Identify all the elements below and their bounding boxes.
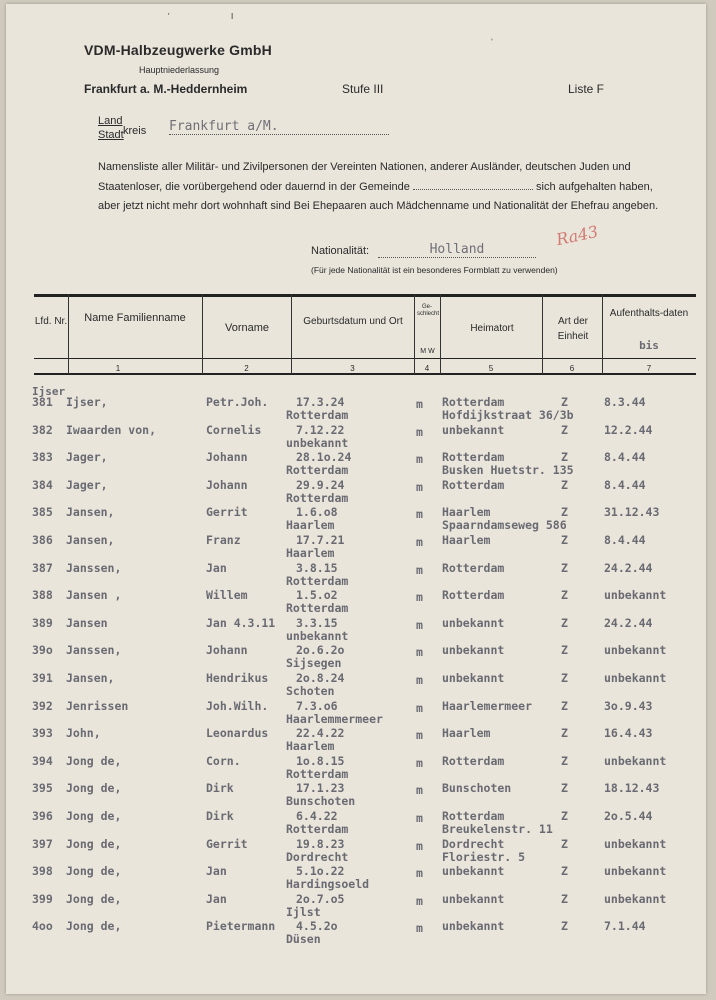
table-row	[34, 837, 696, 864]
table-row	[34, 699, 696, 726]
home-address: Floriestr. 5	[442, 849, 526, 864]
birth-date: 1o.8.15	[296, 753, 345, 768]
first-name: Hendrikus	[206, 671, 269, 685]
birth-place: Rotterdam	[286, 573, 349, 588]
sex-marker: m	[416, 617, 423, 632]
column-number: 5	[488, 364, 494, 373]
birth-place: Düsen	[286, 932, 321, 947]
table-row	[34, 919, 696, 946]
home-town: Dordrecht	[442, 836, 505, 851]
home-town: Rotterdam	[442, 809, 505, 823]
home-town: Rotterdam	[442, 395, 505, 409]
birth-place: unbekannt	[286, 628, 349, 643]
sex-marker: m	[416, 728, 423, 743]
family-name: Jong de,	[66, 809, 122, 823]
sex-marker: m	[416, 397, 423, 411]
margin-mark: '	[168, 12, 170, 21]
unit-type: Z	[561, 753, 568, 768]
first-name: Jan 4.3.11	[206, 615, 276, 630]
first-name: Gerrit	[206, 836, 248, 851]
birth-place: Rotterdam	[286, 408, 349, 422]
birth-date: 1.5.o2	[296, 588, 338, 603]
column-divider	[202, 294, 203, 374]
family-name: Jager,	[66, 450, 108, 465]
sex-marker: m	[416, 755, 423, 770]
first-name: Willem	[206, 588, 248, 603]
family-name: Jansen,	[66, 671, 115, 685]
row-number: 394	[32, 753, 53, 768]
home-town: unbekannt	[442, 615, 505, 630]
sex-marker: m	[416, 673, 423, 687]
stay-date: 8.4.44	[604, 533, 646, 547]
table-row	[34, 505, 696, 532]
sex-marker: m	[416, 811, 423, 825]
sex-marker: m	[416, 424, 423, 439]
family-name: Jansen,	[66, 533, 115, 547]
first-name: Cornelis	[206, 422, 262, 437]
header-vorname: Vorname	[224, 322, 270, 334]
birth-place: Haarlem	[286, 546, 335, 560]
unit-type: Z	[561, 422, 568, 437]
unit-type: Z	[561, 836, 568, 851]
birth-date: 6.4.22	[296, 809, 338, 823]
unit-type: Z	[561, 395, 568, 409]
stadt-label: Stadt	[98, 129, 124, 141]
unit-type: Z	[561, 891, 568, 906]
birth-date: 17.1.23	[296, 781, 345, 796]
row-number: 382	[32, 422, 53, 437]
table-row	[34, 754, 696, 781]
stay-date: 8.4.44	[604, 450, 646, 465]
header-birth: Geburtsdatum und Ort	[303, 316, 403, 327]
birth-place: Haarlemmermeer	[286, 711, 383, 726]
home-town: Rotterdam	[442, 588, 505, 603]
birth-date: 19.8.23	[296, 836, 345, 851]
company-name: VDM-Halbzeugwerke GmbH	[84, 42, 272, 58]
row-number: 392	[32, 698, 53, 713]
first-name: Dirk	[206, 781, 234, 796]
birth-date: 17.3.24	[296, 395, 345, 409]
nationality-label: Nationalität:	[311, 245, 370, 257]
home-town: Haarlem	[442, 726, 491, 741]
description-paragraph	[98, 158, 668, 217]
row-number: 398	[32, 864, 53, 879]
column-number: 6	[569, 364, 575, 373]
margin-mark: ʼ	[491, 38, 493, 47]
stay-date: unbekannt	[604, 753, 667, 768]
sex-marker: m	[416, 479, 423, 494]
home-address: Busken Huetstr. 135	[442, 463, 574, 478]
home-address: Spaarndamseweg 586	[442, 518, 567, 533]
row-number: 393	[32, 726, 53, 741]
birth-place: Rotterdam	[286, 822, 349, 836]
home-town: Haarlem	[442, 505, 491, 520]
unit-type: Z	[561, 781, 568, 796]
birth-date: 2o.6.2o	[296, 643, 345, 658]
unit-type: Z	[561, 671, 568, 685]
family-name: John,	[66, 726, 101, 741]
column-divider	[291, 294, 292, 374]
column-divider	[440, 294, 441, 374]
sex-marker: m	[416, 893, 423, 908]
sex-marker: m	[416, 535, 423, 549]
birth-place: Haarlem	[286, 739, 335, 754]
unit-type: Z	[561, 533, 568, 547]
birth-place: Schoten	[286, 684, 335, 698]
sex-marker: m	[416, 452, 423, 467]
unit-type: Z	[561, 643, 568, 658]
birth-place: Rotterdam	[286, 463, 349, 478]
birth-place: Bunschoten	[286, 794, 356, 809]
unit-type: Z	[561, 809, 568, 823]
birth-place: Rotterdam	[286, 766, 349, 781]
first-name: Franz	[206, 533, 241, 547]
first-name: Joh.Wilh.	[206, 698, 269, 713]
sex-marker: m	[416, 700, 423, 715]
header-bottom-rule	[34, 373, 696, 375]
family-name: Jansen ,	[66, 588, 122, 603]
family-name: Jansen	[66, 615, 108, 630]
header-rule	[34, 358, 696, 359]
unit-type: Z	[561, 450, 568, 465]
first-name: Jan	[206, 891, 227, 906]
home-address: Hofdijkstraat 36/3b	[442, 408, 574, 422]
home-town: Rotterdam	[442, 477, 505, 492]
column-divider	[542, 294, 543, 374]
margin-mark: I	[231, 12, 234, 21]
family-name: Jong de,	[66, 753, 122, 768]
table-row	[34, 809, 696, 836]
first-name: Jan	[206, 560, 227, 575]
family-name: Jong de,	[66, 864, 122, 879]
header-sex: Ge-schlecht	[417, 304, 440, 317]
gemeinde-blank	[413, 189, 533, 190]
table-row	[34, 864, 696, 891]
home-town: unbekannt	[442, 422, 505, 437]
birth-date: 2o.8.24	[296, 671, 345, 685]
unit-type: Z	[561, 560, 568, 575]
table-row	[34, 423, 696, 450]
stay-date: 3o.9.43	[604, 698, 653, 713]
stay-date: unbekannt	[604, 671, 667, 685]
row-number: 388	[32, 588, 53, 603]
column-divider	[602, 294, 603, 374]
birth-date: 2o.7.o5	[296, 891, 345, 906]
header-stay: Aufenthalts-daten	[609, 308, 689, 319]
unit-type: Z	[561, 698, 568, 713]
column-number: 1	[115, 364, 121, 373]
first-name: Dirk	[206, 809, 234, 823]
header-heimatort: Heimatort	[470, 323, 514, 334]
table-row	[34, 643, 696, 670]
family-name: Janssen,	[66, 560, 122, 575]
land-label: Land	[98, 115, 123, 127]
home-town: Rotterdam	[442, 753, 505, 768]
first-name: Jan	[206, 864, 227, 879]
row-number: 385	[32, 505, 53, 520]
branch-label: Hauptniederlassung	[139, 65, 220, 75]
row-number: 396	[32, 809, 53, 823]
family-name: Jong de,	[66, 891, 122, 906]
birth-place: Rotterdam	[286, 601, 349, 616]
sex-marker: m	[416, 783, 423, 798]
first-name: Pietermann	[206, 919, 276, 934]
home-town: unbekannt	[442, 643, 505, 658]
birth-place: Dordrecht	[286, 849, 349, 864]
sex-marker: m	[416, 590, 423, 605]
stay-date: 31.12.43	[604, 505, 660, 520]
column-number: 4	[424, 364, 430, 373]
stay-date: unbekannt	[604, 643, 667, 658]
sex-marker: m	[416, 645, 423, 660]
family-name: Jong de,	[66, 919, 122, 934]
stay-date: unbekannt	[604, 588, 667, 603]
stay-date: 8.3.44	[604, 395, 646, 409]
nationality-note: (Für jede Nationalität ist ein besonderes Formblatt zu verwenden)	[311, 265, 558, 275]
birth-date: 3.8.15	[296, 560, 338, 575]
list-label: Liste F	[568, 82, 605, 96]
column-number: 3	[350, 364, 355, 373]
home-town: unbekannt	[442, 891, 505, 906]
stay-date: 18.12.43	[604, 781, 660, 796]
unit-type: Z	[561, 505, 568, 520]
birth-date: 29.9.24	[296, 477, 345, 492]
table-row	[34, 892, 696, 919]
first-name: Corn.	[206, 753, 241, 768]
home-town: Haarlem	[442, 533, 491, 547]
birth-place: unbekannt	[286, 435, 349, 450]
unit-type: Z	[561, 588, 568, 603]
family-name: Jager,	[66, 477, 108, 492]
home-town: unbekannt	[442, 671, 505, 685]
row-number: 383	[32, 450, 53, 465]
family-name: Janssen,	[66, 643, 122, 658]
first-name: Johann	[206, 643, 248, 658]
company-city: Frankfurt a. M.-Heddernheim	[84, 82, 248, 96]
first-name: Petr.Joh.	[206, 395, 269, 409]
first-name: Gerrit	[206, 505, 248, 520]
paragraph-main: Namensliste aller Militär- und Zivilpersonen der Vereinten Nationen, anderer Ausländer, deutschen Juden und Staatenloser, die vorübergehend oder dauernd in der Gemeinde	[98, 161, 631, 193]
stay-date: 8.4.44	[604, 477, 646, 492]
stay-date: unbekannt	[604, 891, 667, 906]
stage-label: Stufe III	[342, 82, 384, 96]
row-number: 381	[32, 395, 53, 409]
birth-date: 4.5.2o	[296, 919, 338, 934]
paragraph-end: sich aufgehalten haben, aber jetzt nicht mehr dort wohnhaft sind Bei Ehepaaren auch Mädchenname und Nationalität der Ehefrau angeben.	[98, 180, 659, 212]
home-town: Rotterdam	[442, 450, 505, 465]
home-town: Haarlemermeer	[442, 698, 533, 713]
document-page	[6, 4, 706, 994]
home-address: Breukelenstr. 11	[442, 822, 553, 836]
stay-date: unbekannt	[604, 836, 667, 851]
home-town: Rotterdam	[442, 560, 505, 575]
row-number: 387	[32, 560, 53, 575]
sex-marker: m	[416, 562, 423, 577]
table-row	[34, 533, 696, 560]
kreis-value: Frankfurt a/M.	[169, 119, 389, 135]
birth-place: Sijsegen	[286, 656, 342, 671]
birth-date: 5.1o.22	[296, 864, 345, 879]
kreis-label: kreis	[123, 125, 147, 137]
stay-date: unbekannt	[604, 864, 667, 879]
first-name: Johann	[206, 450, 248, 465]
birth-date: 17.7.21	[296, 533, 345, 547]
birth-date: 22.4.22	[296, 726, 345, 741]
family-name: Iwaarden von,	[66, 422, 157, 437]
table-row	[34, 588, 696, 615]
sex-marker: m	[416, 838, 423, 853]
header-nr: Lfd. Nr.	[34, 316, 68, 327]
family-name: Jansen,	[66, 505, 115, 520]
table-row	[34, 616, 696, 643]
column-number: 7	[646, 364, 652, 373]
birth-place: Haarlem	[286, 518, 335, 533]
row-number: 4oo	[32, 919, 53, 934]
unit-type: Z	[561, 615, 568, 630]
stay-date: 2o.5.44	[604, 809, 653, 823]
birth-date: 3.3.15	[296, 615, 338, 630]
unit-type: Z	[561, 919, 568, 934]
stay-date: 24.2.44	[604, 615, 653, 630]
unit-type: Z	[561, 726, 568, 741]
nationality-value: Holland	[378, 242, 536, 258]
family-name: Jenrissen	[66, 698, 129, 713]
row-number: 397	[32, 836, 53, 851]
birth-place: Ijlst	[286, 904, 321, 919]
table-row	[34, 781, 696, 808]
family-name: Ijser,	[66, 395, 108, 409]
header-stay-typed: bis	[639, 339, 659, 352]
entry-prefix: Ijser	[32, 385, 66, 398]
column-number: 2	[244, 364, 249, 373]
birth-place: Rotterdam	[286, 490, 349, 505]
birth-place: Hardingsoeld	[286, 877, 370, 892]
row-number: 386	[32, 533, 53, 547]
birth-date: 7.3.o6	[296, 698, 338, 713]
table-row	[34, 671, 696, 698]
birth-date: 28.1o.24	[296, 450, 352, 465]
row-number: 399	[32, 891, 53, 906]
unit-type: Z	[561, 477, 568, 492]
stay-date: 24.2.44	[604, 560, 653, 575]
family-name: Jong de,	[66, 781, 122, 796]
stay-date: 7.1.44	[604, 919, 646, 934]
person-table	[34, 294, 696, 954]
table-row	[34, 450, 696, 477]
red-stamp: Ra43	[554, 221, 600, 250]
sex-marker: m	[416, 866, 423, 881]
row-number: 39o	[32, 643, 53, 658]
stay-date: 16.4.43	[604, 726, 653, 741]
row-number: 395	[32, 781, 53, 796]
row-number: 389	[32, 615, 53, 630]
table-row	[34, 395, 696, 422]
home-town: unbekannt	[442, 864, 505, 879]
table-row	[34, 561, 696, 588]
table-row	[34, 478, 696, 505]
family-name: Jong de,	[66, 836, 122, 851]
header-sex-mw: M W	[420, 348, 435, 355]
column-divider	[68, 294, 69, 374]
home-town: Bunschoten	[442, 781, 512, 796]
first-name: Johann	[206, 477, 248, 492]
home-town: unbekannt	[442, 919, 505, 934]
table-row	[34, 726, 696, 753]
first-name: Leonardus	[206, 726, 269, 741]
birth-date: 7.12.22	[296, 422, 345, 437]
row-number: 384	[32, 477, 53, 492]
birth-date: 1.6.o8	[296, 505, 338, 520]
sex-marker: m	[416, 507, 423, 522]
column-divider	[414, 294, 415, 374]
table-top-rule	[34, 294, 696, 297]
sex-marker: m	[416, 921, 423, 936]
header-unit: Art der Einheit	[557, 316, 589, 342]
row-number: 391	[32, 671, 53, 685]
unit-type: Z	[561, 864, 568, 879]
header-name: Name Familienname	[84, 312, 186, 324]
stay-date: 12.2.44	[604, 422, 653, 437]
